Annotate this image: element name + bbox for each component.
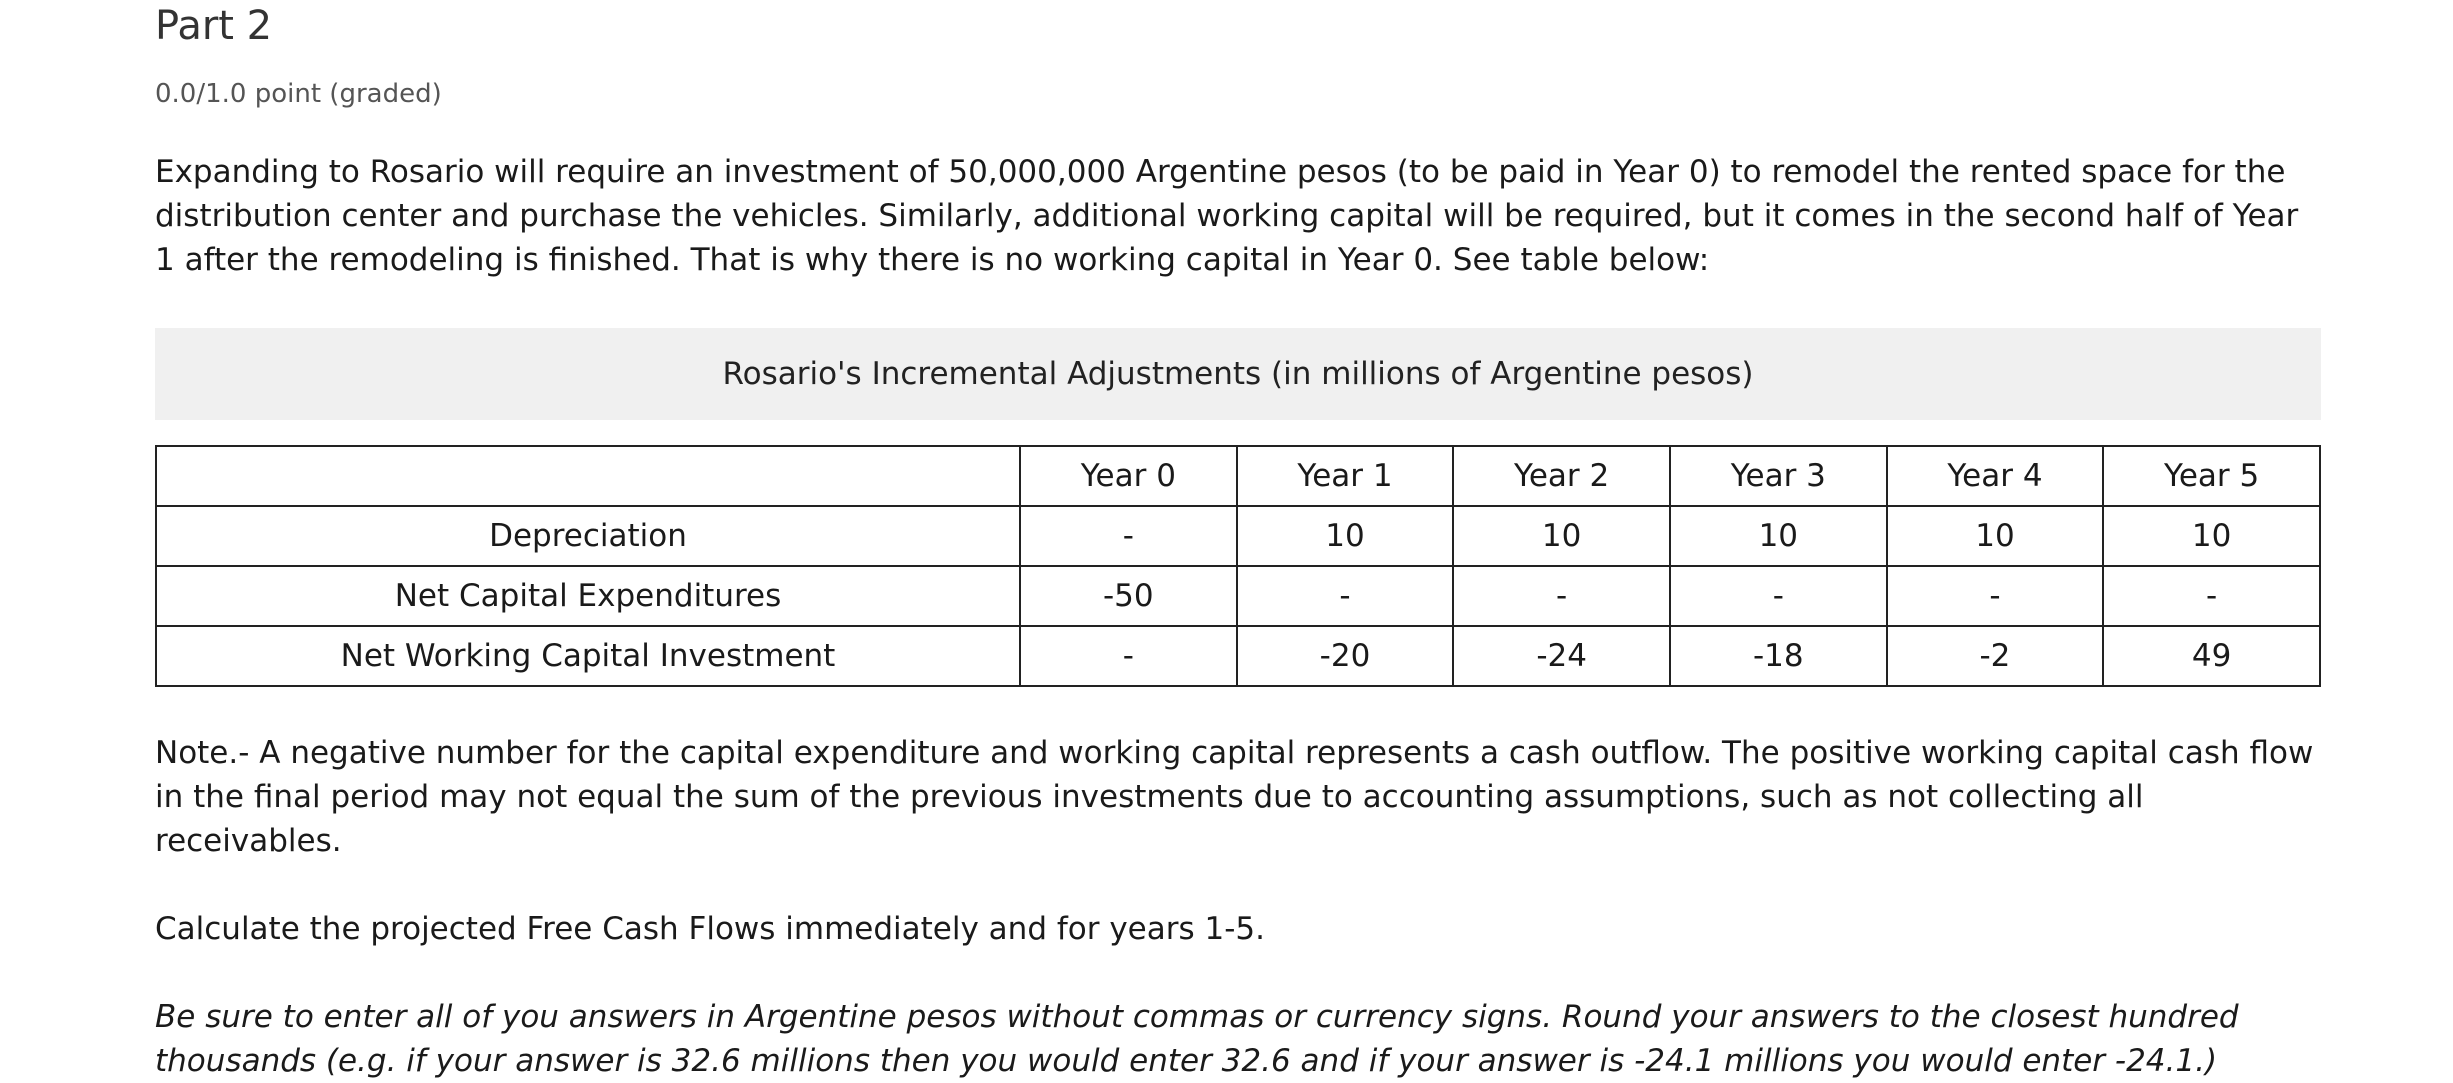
table-cell: 10: [1237, 506, 1454, 566]
row-label: Depreciation: [156, 506, 1020, 566]
table-cell: -: [1670, 566, 1887, 626]
column-header: Year 0: [1020, 446, 1237, 506]
table-caption: Rosario's Incremental Adjustments (in millions of Argentine pesos): [155, 328, 2321, 420]
table-row: [156, 506, 2320, 566]
table-cell: -24: [1453, 626, 1670, 686]
table-cell: -20: [1237, 626, 1454, 686]
column-header: Year 3: [1670, 446, 1887, 506]
intro-paragraph: Expanding to Rosario will require an investment of 50,000,000 Argentine pesos (to be paid in Year 0) to remodel the rented space for the distribution center and purchase the vehicles. Similarly, additional working capital will be required, but it comes in the second half of Year 1 after the remodeling is finished. That is why there is no working capital in Year 0. See table below:: [155, 154, 2299, 278]
table-cell: 10: [2103, 506, 2320, 566]
table-cell: 49: [2103, 626, 2320, 686]
table-cell: 10: [1670, 506, 1887, 566]
table-row: [156, 626, 2320, 686]
answer-instructions: Be sure to enter all of you answers in Argentine pesos without commas or currency signs. Round your answers to the closest hundred thousands (e.g. if your answer is 32.6 millions then you would enter 32.6 and if your answer is -24.1 millions you would enter -24.1.): [155, 999, 2239, 1079]
adjustments-table: [155, 445, 2321, 687]
table-row: [156, 566, 2320, 626]
table-cell: -: [1020, 626, 1237, 686]
table-cell: -: [1887, 566, 2104, 626]
table-cell: -2: [1887, 626, 2104, 686]
column-header: Year 2: [1453, 446, 1670, 506]
table-corner-cell: [156, 446, 1020, 506]
table-cell: 10: [1887, 506, 2104, 566]
table-cell: -50: [1020, 566, 1237, 626]
table-cell: -: [1453, 566, 1670, 626]
column-header: Year 1: [1237, 446, 1454, 506]
question-prompt: Calculate the projected Free Cash Flows immediately and for years 1-5.: [155, 911, 1265, 947]
points-status: 0.0/1.0 point (graded): [155, 79, 442, 109]
table-cell: -: [1020, 506, 1237, 566]
note-paragraph: Note.- A negative number for the capital expenditure and working capital represents a cash outflow. The positive working capital cash flow in the final period may not equal the sum of the previous investments due to accounting assumptions, such as not collecting all receivables.: [155, 735, 2314, 859]
table-header-row: [156, 446, 2320, 506]
row-label: Net Working Capital Investment: [156, 626, 1020, 686]
row-label: Net Capital Expenditures: [156, 566, 1020, 626]
table-cell: -18: [1670, 626, 1887, 686]
column-header: Year 5: [2103, 446, 2320, 506]
part-title: Part 2: [155, 3, 273, 49]
problem-content: [155, 0, 2321, 1083]
column-header: Year 4: [1887, 446, 2104, 506]
table-cell: -: [1237, 566, 1454, 626]
table-cell: -: [2103, 566, 2320, 626]
table-cell: 10: [1453, 506, 1670, 566]
